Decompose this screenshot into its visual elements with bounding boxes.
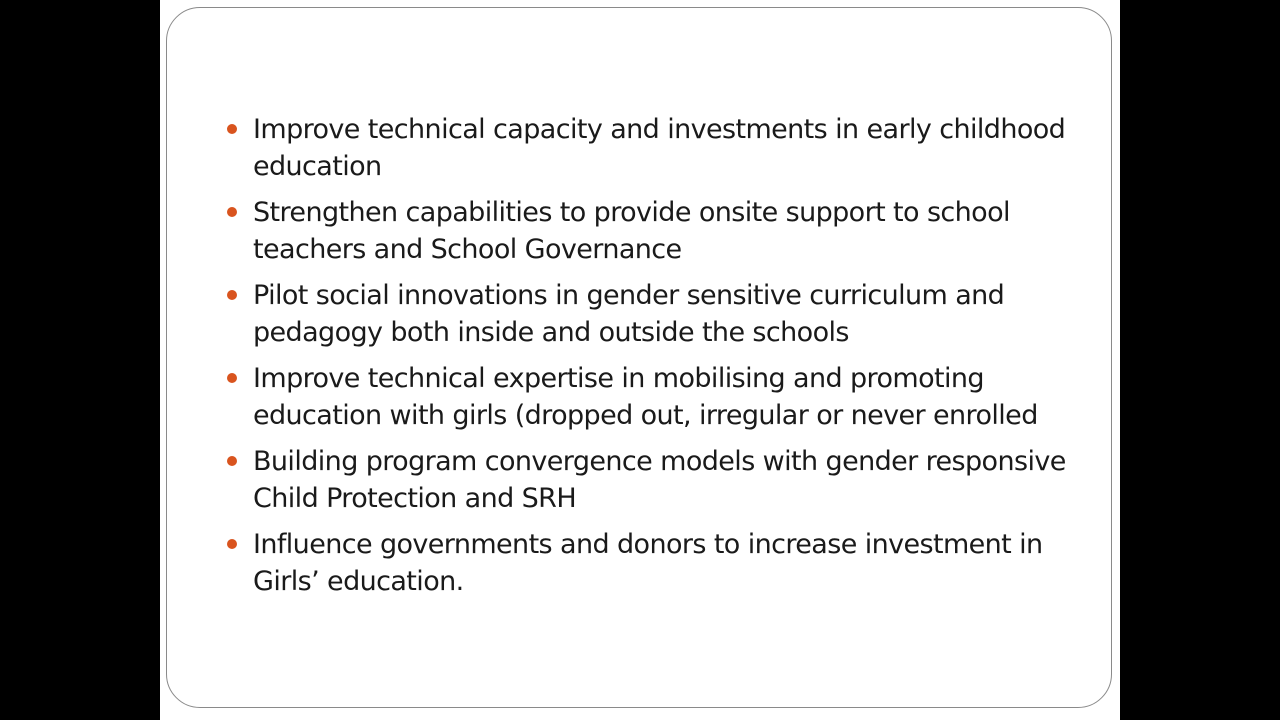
- bullet-text: Improve technical expertise in mobilising and promoting education with girls (dropped out, irregular or never enrolled: [253, 363, 1038, 431]
- bullet-item: [227, 360, 1087, 434]
- bullet-dot-icon: [227, 290, 237, 300]
- bullet-item: [227, 111, 1087, 185]
- bullet-item: [227, 194, 1087, 268]
- bullet-dot-icon: [227, 539, 237, 549]
- bullet-item: [227, 277, 1087, 351]
- bullet-dot-icon: [227, 373, 237, 383]
- bullet-text: Pilot social innovations in gender sensitive curriculum and pedagogy both inside and outside the schools: [253, 280, 1005, 348]
- bullet-item: [227, 526, 1087, 600]
- bullet-text: Improve technical capacity and investments in early childhood education: [253, 114, 1066, 182]
- bullet-dot-icon: [227, 456, 237, 466]
- bullet-item: [227, 443, 1087, 517]
- slide-frame: [166, 7, 1112, 708]
- bullet-text: Building program convergence models with gender responsive Child Protection and SRH: [253, 446, 1066, 514]
- slide-canvas: [160, 0, 1120, 720]
- bullet-dot-icon: [227, 124, 237, 134]
- bullet-list: [227, 111, 1087, 609]
- bullet-dot-icon: [227, 207, 237, 217]
- bullet-text: Influence governments and donors to increase investment in Girls’ education.: [253, 529, 1043, 597]
- bullet-text: Strengthen capabilities to provide onsite support to school teachers and School Governance: [253, 197, 1010, 265]
